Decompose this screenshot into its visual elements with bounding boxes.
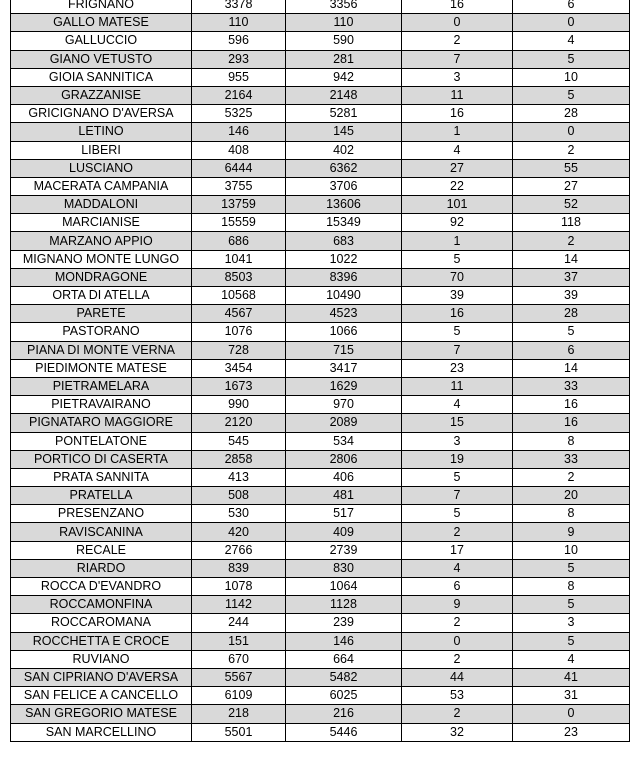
value-cell-4: 8 (513, 505, 630, 523)
value-cell-4: 2 (513, 141, 630, 159)
value-cell-2: 970 (286, 396, 402, 414)
municipality-cell: LETINO (11, 123, 192, 141)
value-cell-1: 8503 (192, 268, 286, 286)
municipality-cell: GRICIGNANO D'AVERSA (11, 105, 192, 123)
value-cell-3: 101 (402, 196, 513, 214)
value-cell-3: 0 (402, 14, 513, 32)
municipality-cell: PRATA SANNITA (11, 468, 192, 486)
municipality-cell: LUSCIANO (11, 159, 192, 177)
table-row (11, 123, 630, 141)
value-cell-4: 55 (513, 159, 630, 177)
value-cell-1: 1078 (192, 578, 286, 596)
value-cell-2: 590 (286, 32, 402, 50)
value-cell-1: 408 (192, 141, 286, 159)
value-cell-4: 14 (513, 250, 630, 268)
value-cell-2: 517 (286, 505, 402, 523)
value-cell-1: 244 (192, 614, 286, 632)
value-cell-1: 110 (192, 14, 286, 32)
table-row (11, 687, 630, 705)
table-row (11, 650, 630, 668)
value-cell-4: 52 (513, 196, 630, 214)
value-cell-3: 4 (402, 559, 513, 577)
table-row (11, 68, 630, 86)
value-cell-2: 1066 (286, 323, 402, 341)
value-cell-4: 5 (513, 559, 630, 577)
value-cell-4: 0 (513, 705, 630, 723)
value-cell-1: 545 (192, 432, 286, 450)
municipality-cell: PARETE (11, 305, 192, 323)
value-cell-4: 4 (513, 650, 630, 668)
value-cell-1: 2766 (192, 541, 286, 559)
table-row (11, 578, 630, 596)
municipality-cell: RIARDO (11, 559, 192, 577)
value-cell-3: 9 (402, 596, 513, 614)
value-cell-4: 10 (513, 541, 630, 559)
value-cell-1: 1076 (192, 323, 286, 341)
table-row (11, 0, 630, 14)
value-cell-1: 530 (192, 505, 286, 523)
municipality-cell: PRESENZANO (11, 505, 192, 523)
value-cell-4: 37 (513, 268, 630, 286)
value-cell-1: 5567 (192, 668, 286, 686)
value-cell-3: 15 (402, 414, 513, 432)
value-cell-2: 664 (286, 650, 402, 668)
value-cell-4: 33 (513, 450, 630, 468)
value-cell-2: 146 (286, 632, 402, 650)
value-cell-1: 3755 (192, 177, 286, 195)
municipality-cell: PRATELLA (11, 487, 192, 505)
value-cell-4: 5 (513, 50, 630, 68)
municipality-cell: RAVISCANINA (11, 523, 192, 541)
value-cell-2: 10490 (286, 287, 402, 305)
municipality-cell: PIETRAMELARA (11, 377, 192, 395)
municipality-cell: MARZANO APPIO (11, 232, 192, 250)
municipality-cell: ROCCHETTA E CROCE (11, 632, 192, 650)
value-cell-4: 0 (513, 14, 630, 32)
value-cell-4: 5 (513, 86, 630, 104)
value-cell-1: 1142 (192, 596, 286, 614)
value-cell-3: 5 (402, 468, 513, 486)
value-cell-2: 942 (286, 68, 402, 86)
value-cell-4: 9 (513, 523, 630, 541)
value-cell-2: 2148 (286, 86, 402, 104)
value-cell-2: 13606 (286, 196, 402, 214)
municipality-cell: RUVIANO (11, 650, 192, 668)
value-cell-3: 5 (402, 250, 513, 268)
value-cell-2: 683 (286, 232, 402, 250)
value-cell-1: 4567 (192, 305, 286, 323)
value-cell-2: 145 (286, 123, 402, 141)
value-cell-2: 5446 (286, 723, 402, 741)
data-table-container (10, 0, 629, 742)
municipality-cell: GIOIA SANNITICA (11, 68, 192, 86)
value-cell-1: 420 (192, 523, 286, 541)
value-cell-3: 4 (402, 396, 513, 414)
table-row (11, 614, 630, 632)
municipality-cell: SAN CIPRIANO D'AVERSA (11, 668, 192, 686)
value-cell-3: 2 (402, 705, 513, 723)
table-row (11, 723, 630, 741)
table-row (11, 632, 630, 650)
value-cell-1: 413 (192, 468, 286, 486)
value-cell-3: 2 (402, 650, 513, 668)
value-cell-2: 2089 (286, 414, 402, 432)
value-cell-2: 6362 (286, 159, 402, 177)
municipality-cell: GALLUCCIO (11, 32, 192, 50)
municipality-cell: PORTICO DI CASERTA (11, 450, 192, 468)
municipality-cell: FRIGNANO (11, 0, 192, 14)
value-cell-2: 6025 (286, 687, 402, 705)
table-row (11, 505, 630, 523)
municipality-cell: GALLO MATESE (11, 14, 192, 32)
municipality-cell: MACERATA CAMPANIA (11, 177, 192, 195)
municipality-cell: MIGNANO MONTE LUNGO (11, 250, 192, 268)
value-cell-1: 2120 (192, 414, 286, 432)
value-cell-4: 4 (513, 32, 630, 50)
table-row (11, 305, 630, 323)
value-cell-1: 10568 (192, 287, 286, 305)
table-row (11, 541, 630, 559)
value-cell-3: 6 (402, 578, 513, 596)
value-cell-3: 70 (402, 268, 513, 286)
value-cell-2: 1064 (286, 578, 402, 596)
table-row (11, 86, 630, 104)
municipality-cell: PASTORANO (11, 323, 192, 341)
value-cell-2: 216 (286, 705, 402, 723)
value-cell-4: 28 (513, 105, 630, 123)
municipality-cell: SAN MARCELLINO (11, 723, 192, 741)
value-cell-4: 23 (513, 723, 630, 741)
table-row (11, 341, 630, 359)
table-row (11, 487, 630, 505)
table-row (11, 250, 630, 268)
value-cell-2: 15349 (286, 214, 402, 232)
value-cell-2: 3706 (286, 177, 402, 195)
value-cell-1: 839 (192, 559, 286, 577)
value-cell-3: 1 (402, 232, 513, 250)
table-row (11, 523, 630, 541)
municipality-cell: ORTA DI ATELLA (11, 287, 192, 305)
municipality-cell: MARCIANISE (11, 214, 192, 232)
value-cell-2: 5281 (286, 105, 402, 123)
value-cell-3: 11 (402, 86, 513, 104)
table-row (11, 14, 630, 32)
municipality-cell: PIETRAVAIRANO (11, 396, 192, 414)
value-cell-3: 1 (402, 123, 513, 141)
value-cell-4: 39 (513, 287, 630, 305)
value-cell-3: 44 (402, 668, 513, 686)
value-cell-3: 2 (402, 32, 513, 50)
table-row (11, 50, 630, 68)
value-cell-2: 281 (286, 50, 402, 68)
value-cell-4: 31 (513, 687, 630, 705)
value-cell-4: 5 (513, 596, 630, 614)
value-cell-3: 32 (402, 723, 513, 741)
value-cell-4: 16 (513, 396, 630, 414)
table-row (11, 596, 630, 614)
value-cell-3: 22 (402, 177, 513, 195)
value-cell-4: 5 (513, 632, 630, 650)
value-cell-3: 3 (402, 68, 513, 86)
value-cell-3: 0 (402, 632, 513, 650)
municipality-cell: SAN GREGORIO MATESE (11, 705, 192, 723)
municipality-cell: GRAZZANISE (11, 86, 192, 104)
table-row (11, 105, 630, 123)
table-row (11, 159, 630, 177)
value-cell-2: 1629 (286, 377, 402, 395)
value-cell-2: 2806 (286, 450, 402, 468)
value-cell-1: 596 (192, 32, 286, 50)
table-row (11, 214, 630, 232)
value-cell-3: 7 (402, 487, 513, 505)
value-cell-3: 2 (402, 614, 513, 632)
value-cell-1: 5325 (192, 105, 286, 123)
value-cell-3: 5 (402, 505, 513, 523)
municipality-cell: ROCCAROMANA (11, 614, 192, 632)
value-cell-4: 27 (513, 177, 630, 195)
table-row (11, 468, 630, 486)
value-cell-4: 6 (513, 341, 630, 359)
value-cell-3: 17 (402, 541, 513, 559)
municipality-table (10, 0, 630, 742)
value-cell-3: 11 (402, 377, 513, 395)
value-cell-4: 14 (513, 359, 630, 377)
value-cell-1: 686 (192, 232, 286, 250)
value-cell-3: 23 (402, 359, 513, 377)
value-cell-1: 1041 (192, 250, 286, 268)
value-cell-2: 1022 (286, 250, 402, 268)
municipality-cell: MADDALONI (11, 196, 192, 214)
value-cell-1: 13759 (192, 196, 286, 214)
table-row (11, 432, 630, 450)
value-cell-3: 7 (402, 341, 513, 359)
table-row (11, 196, 630, 214)
value-cell-2: 481 (286, 487, 402, 505)
table-row (11, 232, 630, 250)
value-cell-4: 6 (513, 0, 630, 14)
value-cell-1: 15559 (192, 214, 286, 232)
value-cell-4: 16 (513, 414, 630, 432)
value-cell-4: 28 (513, 305, 630, 323)
table-row (11, 32, 630, 50)
value-cell-2: 830 (286, 559, 402, 577)
value-cell-2: 3417 (286, 359, 402, 377)
value-cell-1: 990 (192, 396, 286, 414)
value-cell-1: 955 (192, 68, 286, 86)
table-row (11, 287, 630, 305)
value-cell-1: 508 (192, 487, 286, 505)
value-cell-1: 3454 (192, 359, 286, 377)
table-row (11, 705, 630, 723)
value-cell-4: 10 (513, 68, 630, 86)
municipality-cell: ROCCAMONFINA (11, 596, 192, 614)
value-cell-3: 27 (402, 159, 513, 177)
value-cell-1: 6444 (192, 159, 286, 177)
value-cell-3: 16 (402, 105, 513, 123)
table-row (11, 414, 630, 432)
table-row (11, 323, 630, 341)
municipality-cell: MONDRAGONE (11, 268, 192, 286)
value-cell-3: 5 (402, 323, 513, 341)
municipality-cell: LIBERI (11, 141, 192, 159)
value-cell-2: 1128 (286, 596, 402, 614)
table-row (11, 359, 630, 377)
value-cell-4: 2 (513, 232, 630, 250)
value-cell-3: 53 (402, 687, 513, 705)
value-cell-2: 402 (286, 141, 402, 159)
value-cell-4: 41 (513, 668, 630, 686)
value-cell-3: 16 (402, 305, 513, 323)
value-cell-2: 3356 (286, 0, 402, 14)
value-cell-1: 2858 (192, 450, 286, 468)
value-cell-3: 16 (402, 0, 513, 14)
value-cell-2: 5482 (286, 668, 402, 686)
value-cell-4: 8 (513, 432, 630, 450)
value-cell-3: 4 (402, 141, 513, 159)
value-cell-3: 7 (402, 50, 513, 68)
value-cell-1: 1673 (192, 377, 286, 395)
value-cell-4: 33 (513, 377, 630, 395)
value-cell-4: 5 (513, 323, 630, 341)
table-row (11, 668, 630, 686)
value-cell-1: 151 (192, 632, 286, 650)
value-cell-1: 3378 (192, 0, 286, 14)
value-cell-2: 715 (286, 341, 402, 359)
table-row (11, 396, 630, 414)
table-row (11, 377, 630, 395)
value-cell-2: 534 (286, 432, 402, 450)
value-cell-4: 8 (513, 578, 630, 596)
table-row (11, 177, 630, 195)
value-cell-4: 3 (513, 614, 630, 632)
table-row (11, 268, 630, 286)
municipality-cell: PONTELATONE (11, 432, 192, 450)
table-row (11, 141, 630, 159)
value-cell-4: 0 (513, 123, 630, 141)
value-cell-2: 110 (286, 14, 402, 32)
value-cell-2: 409 (286, 523, 402, 541)
value-cell-2: 2739 (286, 541, 402, 559)
value-cell-4: 2 (513, 468, 630, 486)
value-cell-1: 728 (192, 341, 286, 359)
value-cell-1: 218 (192, 705, 286, 723)
value-cell-1: 146 (192, 123, 286, 141)
municipality-cell: ROCCA D'EVANDRO (11, 578, 192, 596)
municipality-cell: RECALE (11, 541, 192, 559)
value-cell-1: 2164 (192, 86, 286, 104)
table-body (11, 0, 630, 741)
municipality-cell: PIGNATARO MAGGIORE (11, 414, 192, 432)
value-cell-2: 8396 (286, 268, 402, 286)
table-row (11, 559, 630, 577)
municipality-cell: GIANO VETUSTO (11, 50, 192, 68)
municipality-cell: SAN FELICE A CANCELLO (11, 687, 192, 705)
value-cell-3: 2 (402, 523, 513, 541)
value-cell-2: 4523 (286, 305, 402, 323)
municipality-cell: PIEDIMONTE MATESE (11, 359, 192, 377)
value-cell-3: 92 (402, 214, 513, 232)
value-cell-1: 293 (192, 50, 286, 68)
value-cell-2: 406 (286, 468, 402, 486)
table-row (11, 450, 630, 468)
value-cell-4: 20 (513, 487, 630, 505)
value-cell-1: 6109 (192, 687, 286, 705)
value-cell-4: 118 (513, 214, 630, 232)
value-cell-3: 19 (402, 450, 513, 468)
value-cell-1: 670 (192, 650, 286, 668)
value-cell-1: 5501 (192, 723, 286, 741)
municipality-cell: PIANA DI MONTE VERNA (11, 341, 192, 359)
value-cell-3: 3 (402, 432, 513, 450)
value-cell-2: 239 (286, 614, 402, 632)
value-cell-3: 39 (402, 287, 513, 305)
